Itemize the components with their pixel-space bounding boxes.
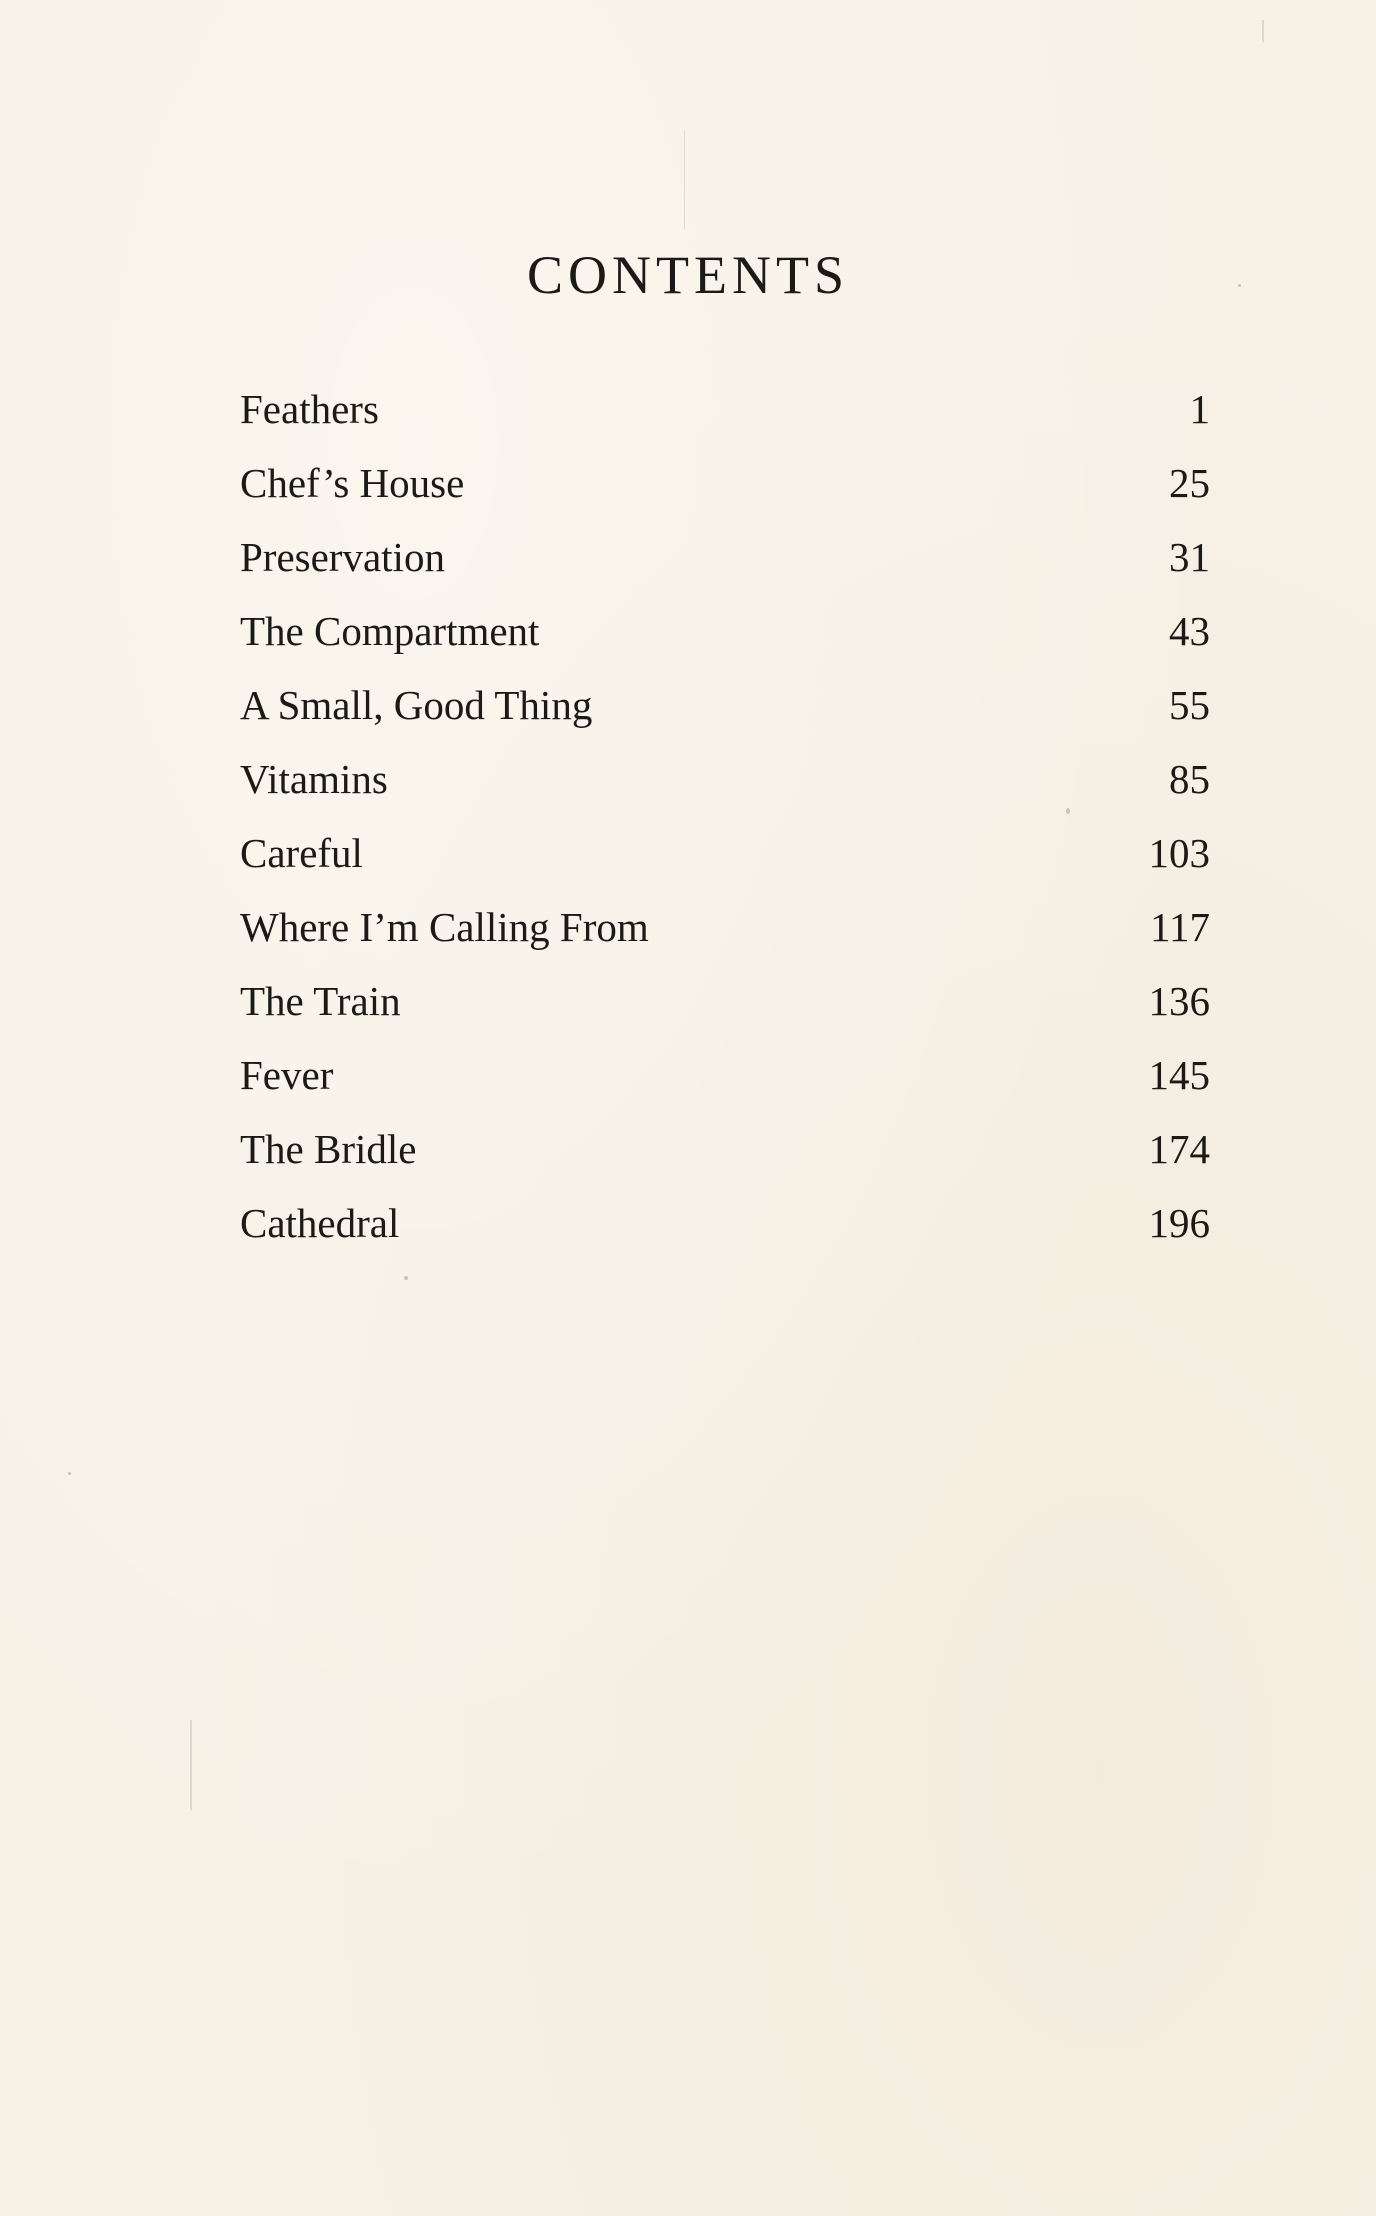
toc-entry xyxy=(240,520,1210,594)
entry-page-number: 43 xyxy=(1169,608,1210,654)
contents-heading: CONTENTS xyxy=(527,245,849,305)
paper-crease xyxy=(1262,20,1264,42)
toc-entry xyxy=(240,1112,1210,1186)
entry-page-number: 1 xyxy=(1189,386,1210,432)
toc-entry xyxy=(240,594,1210,668)
entry-title: Chef’s House xyxy=(240,460,465,506)
toc-entry xyxy=(240,742,1210,816)
entry-page-number: 31 xyxy=(1169,534,1210,580)
paper-speck xyxy=(1238,284,1241,287)
table-of-contents xyxy=(240,372,1210,1260)
paper-crease xyxy=(684,130,685,230)
toc-entry xyxy=(240,1038,1210,1112)
paper-crease xyxy=(190,1720,192,1810)
entry-page-number: 136 xyxy=(1148,978,1210,1024)
entry-title: Preservation xyxy=(240,534,445,580)
entry-title: Feathers xyxy=(240,386,379,432)
toc-entry xyxy=(240,1186,1210,1260)
toc-entry xyxy=(240,446,1210,520)
paper-speck xyxy=(68,1472,71,1475)
entry-page-number: 145 xyxy=(1148,1052,1210,1098)
paper-speck xyxy=(1066,808,1070,814)
entry-title: The Bridle xyxy=(240,1126,417,1172)
toc-entry xyxy=(240,816,1210,890)
toc-entry xyxy=(240,890,1210,964)
entry-page-number: 117 xyxy=(1150,904,1210,950)
entry-title: The Train xyxy=(240,978,401,1024)
entry-page-number: 174 xyxy=(1148,1126,1210,1172)
entry-title: Vitamins xyxy=(240,756,388,802)
entry-page-number: 196 xyxy=(1148,1200,1210,1246)
toc-entry xyxy=(240,372,1210,446)
toc-entry xyxy=(240,668,1210,742)
entry-page-number: 25 xyxy=(1169,460,1210,506)
entry-title: A Small, Good Thing xyxy=(240,682,593,728)
entry-page-number: 55 xyxy=(1169,682,1210,728)
entry-title: Fever xyxy=(240,1052,334,1098)
entry-title: Careful xyxy=(240,830,363,876)
entry-title: Cathedral xyxy=(240,1200,400,1246)
toc-entry xyxy=(240,964,1210,1038)
entry-page-number: 85 xyxy=(1169,756,1210,802)
entry-page-number: 103 xyxy=(1148,830,1210,876)
entry-title: The Compartment xyxy=(240,608,540,654)
entry-title: Where I’m Calling From xyxy=(240,904,649,950)
paper-speck xyxy=(404,1276,408,1280)
